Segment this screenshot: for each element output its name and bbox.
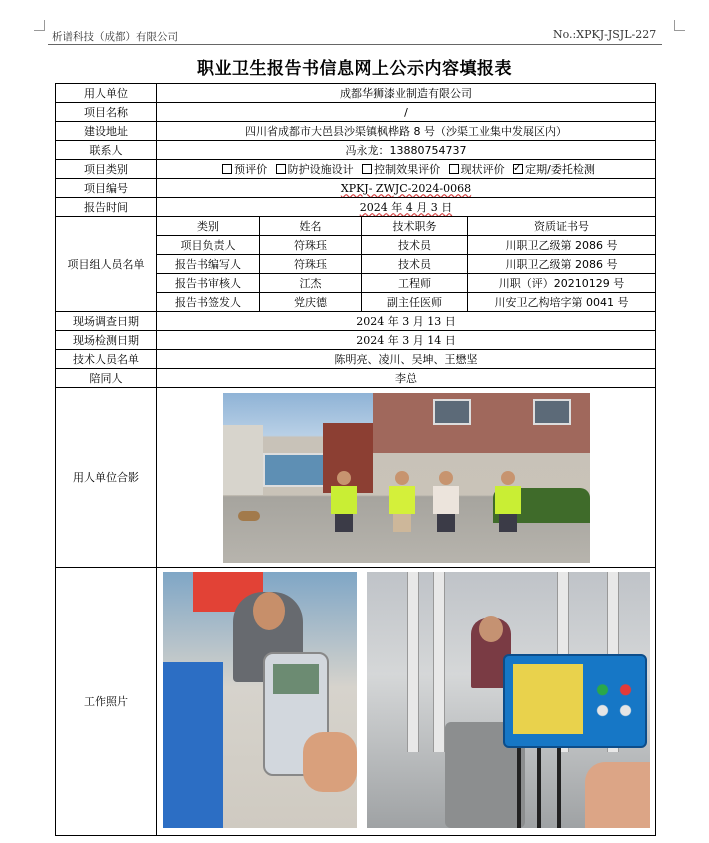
project-no-text: XPKJ- ZWJC-2024-0068 <box>340 181 472 195</box>
employer-value: 成都华狮漆业制造有限公司 <box>157 84 656 103</box>
checkbox-control-effect <box>362 164 372 174</box>
photo-pipe <box>433 572 445 752</box>
category-options <box>157 160 656 179</box>
team-role: 报告书编写人 <box>157 255 260 274</box>
report-time-text: 2024 年 4 月 3 日 <box>359 200 453 214</box>
team-header-name: 姓名 <box>260 217 362 236</box>
photo-person <box>495 471 521 529</box>
row-contact <box>56 141 656 160</box>
photo-person <box>389 471 415 529</box>
info-table <box>55 83 656 836</box>
category-pre-evaluation: 预评价 <box>234 162 268 176</box>
category-control-effect: 控制效果评价 <box>374 162 441 176</box>
address-label: 建设地址 <box>56 122 157 141</box>
row-employer <box>56 84 656 103</box>
team-header-row <box>56 217 656 236</box>
survey-date-value: 2024 年 3 月 13 日 <box>157 312 656 331</box>
team-header-role: 类别 <box>157 217 260 236</box>
report-time-value <box>157 198 656 217</box>
row-project-name <box>56 103 656 122</box>
team-header-title: 技术职务 <box>362 217 468 236</box>
photo-worker-face <box>479 616 503 642</box>
project-no-label: 项目编号 <box>56 179 157 198</box>
checkbox-pre-evaluation <box>222 164 232 174</box>
photo-blue-barrel <box>163 662 223 828</box>
category-protection-design: 防护设施设计 <box>287 162 354 176</box>
work-photo-cell <box>157 568 656 836</box>
team-title: 工程师 <box>362 274 468 293</box>
team-header-cert: 资质证书号 <box>468 217 656 236</box>
contact-label: 联系人 <box>56 141 157 160</box>
photo-hand <box>585 762 650 828</box>
work-photo-sampler <box>367 572 650 828</box>
row-test-date <box>56 331 656 350</box>
team-title: 技术员 <box>362 255 468 274</box>
row-group-photo <box>56 388 656 568</box>
technicians-value: 陈明亮、凌川、吴坤、王懋坚 <box>157 350 656 369</box>
test-date-label: 现场检测日期 <box>56 331 157 350</box>
checkbox-protection-design <box>276 164 286 174</box>
row-address <box>56 122 656 141</box>
report-time-label: 报告时间 <box>56 198 157 217</box>
team-cert: 川安卫乙构培字第 0041 号 <box>468 293 656 312</box>
team-cert: 川职（评）20210129 号 <box>468 274 656 293</box>
crop-mark-top-right <box>674 20 685 31</box>
photo-hand <box>303 732 357 792</box>
group-photo-cell <box>157 388 656 568</box>
photo-side-building <box>223 425 263 495</box>
survey-date-label: 现场调查日期 <box>56 312 157 331</box>
photo-worker-face <box>253 592 285 630</box>
photo-pipe <box>407 572 419 752</box>
team-name: 党庆德 <box>260 293 362 312</box>
group-photo <box>223 393 590 563</box>
team-name: 符珠珏 <box>260 236 362 255</box>
team-title: 副主任医师 <box>362 293 468 312</box>
category-periodic-testing: 定期/委托检测 <box>525 162 595 176</box>
escort-value: 李总 <box>157 369 656 388</box>
address-value: 四川省成都市大邑县沙渠镇枫桦路 8 号（沙渠工业集中发展区内） <box>157 122 656 141</box>
project-no-value <box>157 179 656 198</box>
team-cert: 川职卫乙级第 2086 号 <box>468 236 656 255</box>
row-report-time <box>56 198 656 217</box>
group-photo-label: 用人单位合影 <box>56 388 157 568</box>
team-role: 项目负责人 <box>157 236 260 255</box>
technicians-label: 技术人员名单 <box>56 350 157 369</box>
photo-signboard <box>263 453 327 487</box>
team-name: 符珠珏 <box>260 255 362 274</box>
category-status-evaluation: 现状评价 <box>460 162 505 176</box>
contact-value: 冯永龙：13880754737 <box>157 141 656 160</box>
team-cert: 川职卫乙级第 2086 号 <box>468 255 656 274</box>
row-category <box>56 160 656 179</box>
header-company: 析谱科技（成都）有限公司 <box>52 31 178 43</box>
project-name-value: / <box>157 103 656 122</box>
photo-window <box>533 399 571 425</box>
team-label: 项目组人员名单 <box>56 217 157 312</box>
row-survey-date <box>56 312 656 331</box>
test-date-value: 2024 年 3 月 14 日 <box>157 331 656 350</box>
row-project-no <box>56 179 656 198</box>
team-title: 技术员 <box>362 236 468 255</box>
team-name: 江杰 <box>260 274 362 293</box>
row-technicians <box>56 350 656 369</box>
category-label: 项目类别 <box>56 160 157 179</box>
row-work-photos <box>56 568 656 836</box>
work-photo-sound-meter <box>163 572 357 828</box>
document-title: 职业卫生报告书信息网上公示内容填报表 <box>197 59 512 79</box>
header-rule <box>48 44 662 45</box>
checkbox-periodic-testing <box>513 164 523 174</box>
photo-sampling-device <box>503 654 647 748</box>
photo-window <box>433 399 471 425</box>
crop-mark-top-left <box>34 20 45 31</box>
row-escort <box>56 369 656 388</box>
team-role: 报告书审核人 <box>157 274 260 293</box>
project-name-label: 项目名称 <box>56 103 157 122</box>
checkbox-status-evaluation <box>449 164 459 174</box>
photo-tripod <box>537 742 541 828</box>
photo-person <box>433 471 459 529</box>
employer-label: 用人单位 <box>56 84 157 103</box>
photo-person <box>331 471 357 529</box>
photo-dog <box>238 511 260 521</box>
header-doc-number: No.:XPKJ-JSJL-227 <box>553 28 657 41</box>
team-role: 报告书签发人 <box>157 293 260 312</box>
work-photo-label: 工作照片 <box>56 568 157 836</box>
escort-label: 陪同人 <box>56 369 157 388</box>
